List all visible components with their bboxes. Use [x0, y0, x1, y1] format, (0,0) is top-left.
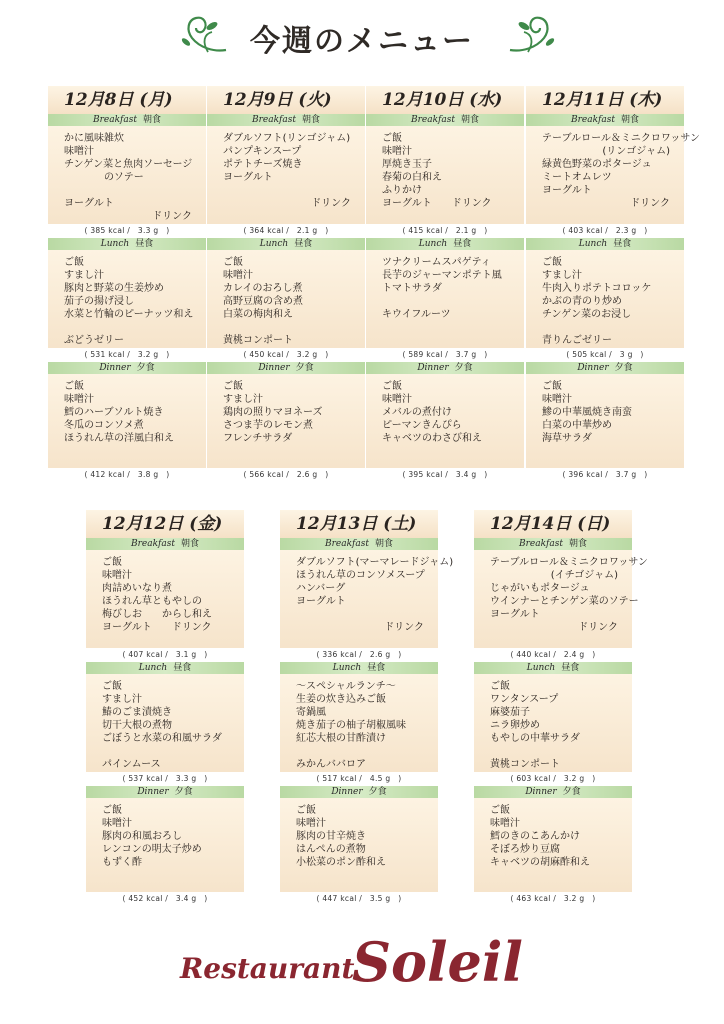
breakfast-nutrition: ( 336 kcal / 2.6 g ) — [316, 650, 402, 659]
dinner-items — [366, 374, 524, 468]
breakfast-header — [526, 114, 684, 126]
menu-item: ご飯 — [223, 257, 243, 268]
menu-item: 豚肉の甘辛焼き — [296, 831, 366, 842]
menu-item — [102, 745, 240, 758]
breakfast-header — [474, 538, 632, 550]
breakfast-nutrition: ( 415 kcal / 2.1 g ) — [402, 226, 488, 235]
menu-item: ご飯 — [102, 805, 122, 816]
menu-item: じゃがいもポタージュ — [490, 583, 590, 594]
lunch-nutrition: ( 589 kcal / 3.7 g ) — [402, 350, 488, 359]
breakfast-label-en: Breakfast — [518, 539, 563, 549]
dinner-label-en: Dinner — [331, 787, 363, 797]
menu-item: ごぼうと水菜の和風サラダ — [102, 733, 222, 744]
menu-item: キャベツのわさび和え — [382, 433, 482, 444]
day-date: 12月10日 (水) — [366, 86, 524, 114]
menu-item: のソテー — [64, 172, 144, 183]
menu-item: 高野豆腐の含め煮 — [223, 296, 303, 307]
menu-item: かに風味雑炊 — [64, 133, 124, 144]
dinner-header — [474, 786, 632, 798]
menu-item: ハンバーグ — [296, 583, 346, 594]
dinner-items — [207, 374, 365, 468]
breakfast-items — [86, 550, 244, 648]
page-title: 今週のメニュー — [250, 24, 474, 59]
breakfast-label-jp: 朝食 — [142, 115, 161, 125]
menu-item — [542, 321, 680, 334]
menu-item: ご飯 — [102, 557, 122, 568]
dinner-nutrition: ( 463 kcal / 3.2 g ) — [510, 894, 596, 903]
dinner-items — [280, 798, 438, 892]
menu-item: はんぺんの煮物 — [296, 844, 366, 855]
menu-item: メバルの煮付け — [382, 407, 452, 418]
lunch-label-en: Lunch — [259, 239, 289, 249]
menu-item: 味噌汁 — [223, 270, 253, 281]
menu-item: 寄鍋風 — [296, 707, 326, 718]
menu-item: 豚肉と野菜の生姜炒め — [64, 283, 164, 294]
day-date: 12月9日 (火) — [207, 86, 365, 114]
menu-item: 白菜の中華炒め — [542, 420, 612, 431]
lunch-label-jp: 昼食 — [561, 663, 580, 673]
dinner-header — [207, 362, 365, 374]
menu-item: 味噌汁 — [102, 818, 132, 829]
menu-item: トマトサラダ — [382, 283, 442, 294]
menu-item: ヨーグルト — [542, 185, 592, 196]
menu-item: ヨーグルト — [223, 172, 273, 183]
menu-item: ドリンク — [152, 211, 192, 222]
day-column — [280, 510, 454, 906]
lunch-nutrition: ( 603 kcal / 3.2 g ) — [510, 774, 596, 783]
menu-item — [382, 295, 520, 308]
menu-item: 白菜の梅肉和え — [223, 309, 293, 320]
menu-item: ポテトチーズ焼き — [223, 159, 303, 170]
menu-item: さつま芋のレモン煮 — [223, 420, 313, 431]
menu-item: (リンゴジャム) — [602, 146, 670, 157]
menu-item — [223, 184, 361, 197]
lunch-nutrition: ( 537 kcal / 3.3 g ) — [122, 774, 208, 783]
menu-item: ご飯 — [382, 133, 402, 144]
breakfast-label-en: Breakfast — [251, 115, 296, 125]
lunch-items — [280, 674, 438, 772]
day-date: 12月14日 (日) — [474, 510, 632, 538]
menu-item: ヨーグルト ドリンク — [102, 622, 212, 633]
menu-item: すまし汁 — [542, 270, 582, 281]
lunch-label-jp: 昼食 — [367, 663, 386, 673]
dinner-header — [48, 362, 206, 374]
menu-item: 鯵の中華風焼き南蛮 — [542, 407, 632, 418]
breakfast-nutrition: ( 385 kcal / 3.3 g ) — [84, 226, 170, 235]
menu-item: ご飯 — [223, 381, 243, 392]
dinner-header — [86, 786, 244, 798]
menu-item: すまし汁 — [223, 394, 263, 405]
dinner-label-jp: 夕食 — [136, 363, 155, 373]
lunch-header — [366, 238, 524, 250]
menu-item: みかんババロア — [296, 759, 366, 770]
dinner-items — [48, 374, 206, 468]
day-column — [207, 86, 365, 482]
menu-item: レンコンの明太子炒め — [102, 844, 202, 855]
menu-item: 味噌汁 — [542, 394, 572, 405]
day-date: 12月11日 (木) — [526, 86, 684, 114]
menu-item: ウインナーとチンゲン菜のソテー — [490, 596, 639, 607]
menu-item: ニラ卵炒め — [490, 720, 540, 731]
menu-item: 海草サラダ — [542, 433, 592, 444]
lunch-header — [280, 662, 438, 674]
restaurant-logo — [0, 930, 724, 1006]
menu-item: テーブルロール＆ミニクロワッサン — [490, 557, 648, 568]
dinner-items — [474, 798, 632, 892]
breakfast-nutrition: ( 364 kcal / 2.1 g ) — [243, 226, 329, 235]
day-column — [366, 86, 524, 482]
dinner-label-en: Dinner — [137, 787, 169, 797]
lunch-label-jp: 昼食 — [135, 239, 154, 249]
menu-item: フレンチサラダ — [223, 433, 293, 444]
menu-item: パンプキンスープ — [223, 146, 302, 157]
menu-item: ドリンク — [311, 198, 351, 209]
menu-item: そぼろ炒り豆腐 — [490, 844, 560, 855]
menu-item: ドリンク — [578, 622, 618, 633]
menu-item: ご飯 — [102, 681, 122, 692]
dinner-label-jp: 夕食 — [614, 363, 633, 373]
day-date: 12月12日 (金) — [86, 510, 244, 538]
menu-item: ピーマンきんぴら — [382, 420, 462, 431]
lunch-header — [526, 238, 684, 250]
menu-item: パインムース — [102, 759, 161, 770]
lunch-items — [48, 250, 206, 348]
menu-item: ミートオムレツ — [542, 172, 612, 183]
dinner-label-jp: 夕食 — [368, 787, 387, 797]
menu-item: 小松菜のポン酢和え — [296, 857, 386, 868]
menu-item: ご飯 — [64, 257, 84, 268]
menu-item: ヨーグルト — [64, 198, 114, 209]
menu-item: 味噌汁 — [64, 394, 94, 405]
menu-item: 牛肉入りポテトコロッケ — [542, 283, 652, 294]
day-column — [474, 510, 648, 906]
breakfast-nutrition: ( 403 kcal / 2.3 g ) — [562, 226, 648, 235]
lunch-label-en: Lunch — [100, 239, 130, 249]
logo-soleil-text: Soleil — [352, 930, 523, 994]
day-column — [86, 510, 244, 906]
breakfast-items — [526, 126, 700, 224]
lunch-nutrition: ( 505 kcal / 3 g ) — [566, 350, 644, 359]
breakfast-label-jp: 朝食 — [460, 115, 479, 125]
menu-item: 黄桃コンポート — [223, 335, 293, 346]
menu-item: ふりかけ — [382, 185, 422, 196]
day-column — [48, 86, 206, 482]
menu-item: チンゲン菜のお浸し — [542, 309, 632, 320]
day-date: 12月13日 (土) — [280, 510, 438, 538]
breakfast-header — [366, 114, 524, 126]
dinner-label-en: Dinner — [258, 363, 290, 373]
lunch-items — [366, 250, 524, 348]
lunch-label-en: Lunch — [332, 663, 362, 673]
dinner-header — [526, 362, 684, 374]
menu-item: ご飯 — [542, 381, 562, 392]
dinner-nutrition: ( 452 kcal / 3.4 g ) — [122, 894, 208, 903]
menu-item: キャベツの胡麻酢和え — [490, 857, 590, 868]
menu-item: ほうれん草の洋風白和え — [64, 433, 174, 444]
dinner-items — [86, 798, 244, 892]
breakfast-label-jp: 朝食 — [301, 115, 320, 125]
dinner-nutrition: ( 566 kcal / 2.6 g ) — [243, 470, 329, 479]
breakfast-items — [366, 126, 524, 224]
menu-item: ツナクリームスパゲティ — [382, 257, 491, 268]
menu-item: ヨーグルト ドリンク — [382, 198, 492, 209]
menu-item: 味噌汁 — [296, 818, 326, 829]
breakfast-items — [280, 550, 454, 648]
menu-item — [490, 745, 628, 758]
menu-item: 味噌汁 — [64, 146, 94, 157]
dinner-nutrition: ( 412 kcal / 3.8 g ) — [84, 470, 170, 479]
day-date: 12月8日 (月) — [48, 86, 206, 114]
lunch-header — [207, 238, 365, 250]
lunch-label-jp: 昼食 — [294, 239, 313, 249]
menu-item: 緑黄色野菜のポタージュ — [542, 159, 652, 170]
menu-item: 味噌汁 — [382, 146, 412, 157]
breakfast-items — [474, 550, 648, 648]
lunch-header — [86, 662, 244, 674]
lunch-items — [86, 674, 244, 772]
menu-item: 切干大根の煮物 — [102, 720, 172, 731]
menu-item: 春菊の白和え — [382, 172, 442, 183]
breakfast-header — [280, 538, 438, 550]
menu-item: ヨーグルト — [296, 596, 346, 607]
lunch-label-en: Lunch — [526, 663, 556, 673]
dinner-label-en: Dinner — [417, 363, 449, 373]
menu-item: 味噌汁 — [490, 818, 520, 829]
menu-item: ご飯 — [490, 681, 510, 692]
dinner-header — [366, 362, 524, 374]
menu-item: 味噌汁 — [102, 570, 132, 581]
menu-item: 長芋のジャーマンポテト風 — [382, 270, 502, 281]
day-column — [526, 86, 700, 482]
menu-item: もずく酢 — [102, 857, 142, 868]
dinner-label-en: Dinner — [99, 363, 131, 373]
menu-item: 豚肉の和風おろし — [102, 831, 182, 842]
dinner-label-jp: 夕食 — [562, 787, 581, 797]
menu-item: もやしの中華サラダ — [490, 733, 580, 744]
dinner-items — [526, 374, 684, 468]
breakfast-label-en: Breakfast — [570, 115, 615, 125]
menu-item: かぶの青のり炒め — [542, 296, 622, 307]
menu-item: ほうれん草ともやしの — [102, 596, 202, 607]
menu-item: ヨーグルト — [490, 609, 540, 620]
menu-item: 梅びしお からし和え — [102, 609, 212, 620]
menu-item: ご飯 — [542, 257, 562, 268]
lunch-header — [474, 662, 632, 674]
lunch-header — [48, 238, 206, 250]
dinner-label-jp: 夕食 — [174, 787, 193, 797]
menu-item: ご飯 — [296, 805, 316, 816]
menu-item — [64, 321, 202, 334]
menu-item: ご飯 — [64, 381, 84, 392]
menu-item — [296, 608, 434, 621]
menu-item: ドリンク — [384, 622, 424, 633]
dinner-nutrition: ( 395 kcal / 3.4 g ) — [402, 470, 488, 479]
menu-item: カレイのおろし煮 — [223, 283, 303, 294]
dinner-label-jp: 夕食 — [295, 363, 314, 373]
lunch-label-jp: 昼食 — [613, 239, 632, 249]
menu-item — [223, 321, 361, 334]
dinner-label-en: Dinner — [525, 787, 557, 797]
menu-item: チンゲン菜と魚肉ソーセージ — [64, 159, 193, 170]
menu-item — [296, 745, 434, 758]
menu-item: 紅芯大根の甘酢漬け — [296, 733, 386, 744]
menu-item: 黄桃コンポート — [490, 759, 560, 770]
breakfast-items — [48, 126, 206, 224]
breakfast-label-en: Breakfast — [130, 539, 175, 549]
menu-item: テーブルロール＆ミニクロワッサン — [542, 133, 700, 144]
menu-item: 麻婆茄子 — [490, 707, 530, 718]
menu-item: ほうれん草のコンソメスープ — [296, 570, 425, 581]
lunch-nutrition: ( 531 kcal / 3.2 g ) — [84, 350, 170, 359]
breakfast-label-jp: 朝食 — [620, 115, 639, 125]
lunch-label-en: Lunch — [578, 239, 608, 249]
menu-item: キウイフルーツ — [382, 309, 451, 320]
menu-item: (イチゴジャム) — [550, 570, 618, 581]
breakfast-label-en: Breakfast — [92, 115, 137, 125]
menu-item: ダブルソフト(リンゴジャム) — [223, 133, 351, 144]
menu-item: 肉詰めいなり煮 — [102, 583, 172, 594]
menu-item: ドリンク — [630, 198, 670, 209]
menu-item: 茄子の揚げ浸し — [64, 296, 134, 307]
dinner-label-jp: 夕食 — [454, 363, 473, 373]
menu-item: 鱈のハーブソルト焼き — [64, 407, 164, 418]
lunch-label-en: Lunch — [418, 239, 448, 249]
menu-item: 冬瓜のコンソメ煮 — [64, 420, 144, 431]
menu-item: 青りんごゼリー — [542, 335, 612, 346]
breakfast-label-jp: 朝食 — [568, 539, 587, 549]
lunch-items — [474, 674, 632, 772]
menu-item: 味噌汁 — [382, 394, 412, 405]
lunch-label-en: Lunch — [138, 663, 168, 673]
menu-item: ご飯 — [382, 381, 402, 392]
dinner-nutrition: ( 447 kcal / 3.5 g ) — [316, 894, 402, 903]
lunch-label-jp: 昼食 — [453, 239, 472, 249]
dinner-header — [280, 786, 438, 798]
breakfast-label-en: Breakfast — [410, 115, 455, 125]
lunch-label-jp: 昼食 — [173, 663, 192, 673]
menu-item — [64, 184, 202, 197]
lunch-nutrition: ( 517 kcal / 4.5 g ) — [316, 774, 402, 783]
dinner-label-en: Dinner — [577, 363, 609, 373]
menu-item: ダブルソフト(マーマレードジャム) — [296, 557, 454, 568]
breakfast-header — [48, 114, 206, 126]
breakfast-label-jp: 朝食 — [374, 539, 393, 549]
lunch-items — [207, 250, 365, 348]
breakfast-header — [86, 538, 244, 550]
menu-item: 焼き茄子の柚子胡椒風味 — [296, 720, 406, 731]
menu-item: すまし汁 — [64, 270, 104, 281]
menu-item: 鱈のきのこあんかけ — [490, 831, 580, 842]
menu-item: すまし汁 — [102, 694, 142, 705]
menu-item: 生姜の炊き込みご飯 — [296, 694, 386, 705]
menu-item: ぶどうゼリー — [64, 335, 124, 346]
breakfast-label-en: Breakfast — [324, 539, 369, 549]
breakfast-nutrition: ( 440 kcal / 2.4 g ) — [510, 650, 596, 659]
menu-item: 鰆のごま漬焼き — [102, 707, 172, 718]
menu-item: 水菜と竹輪のピーナッツ和え — [64, 309, 194, 320]
menu-item: ご飯 — [490, 805, 510, 816]
breakfast-nutrition: ( 407 kcal / 3.1 g ) — [122, 650, 208, 659]
menu-item: 鶏肉の照りマヨネーズ — [223, 407, 323, 418]
logo-restaurant-text: Restaurant — [180, 952, 355, 985]
menu-item: ワンタンスープ — [490, 694, 559, 705]
lunch-nutrition: ( 450 kcal / 3.2 g ) — [243, 350, 329, 359]
menu-item: 厚焼き玉子 — [382, 159, 432, 170]
dinner-nutrition: ( 396 kcal / 3.7 g ) — [562, 470, 648, 479]
breakfast-items — [207, 126, 365, 224]
breakfast-header — [207, 114, 365, 126]
breakfast-label-jp: 朝食 — [180, 539, 199, 549]
menu-item: ～スペシャルランチ～ — [296, 681, 396, 692]
lunch-items — [526, 250, 684, 348]
